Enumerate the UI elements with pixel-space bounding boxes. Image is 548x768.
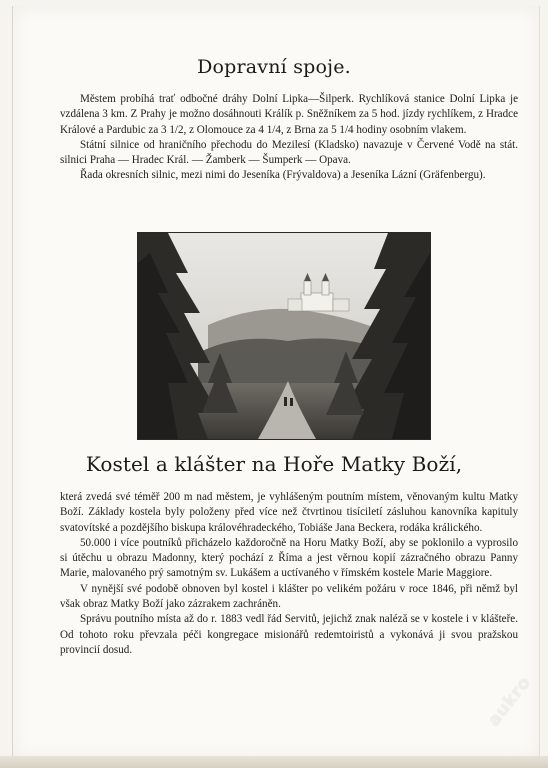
paragraph: 50.000 i více poutníků přicházelo každoročně na Horu Matky Boží, aby se poklonilo a vyprosilo si útěchu u obrazu Madonny, který pochází z Říma a jest věrnou kopií zázračného obrazu Panny Marie, malovaného prý samotným sv. Lukášem a uctívaného v římském kostele Marie Maggiore. <box>60 536 518 580</box>
paragraph: V nynější své podobě obnoven byl kostel i klášter po velikém požáru v roce 1846, při němž byl však obraz Matky Boží jako zázrakem zachráněn. <box>60 582 518 611</box>
church-text <box>60 490 518 658</box>
watermark: aukro <box>484 672 536 731</box>
paragraph: Správu poutního místa až do r. 1883 vedl řád Servitů, jejichž znak naléză se v kostele i v klášteře. Od tohoto roku převzala péči kongregace misionářů redemtoiristů a vykonává ji svou pražskou provincií dosud. <box>60 613 518 656</box>
landscape-photo <box>137 232 431 440</box>
paper-edge <box>0 756 548 768</box>
section-title-transport: Dopravní spoje. <box>197 56 351 78</box>
section-title-church: Kostel a klášter na Hoře Matky Boží, <box>85 452 463 476</box>
paragraph: Řada okresních silnic, mezi nimi do Jeseníka (Frývaldova) a Jeseníka Lázní (Gräfenbergu). <box>80 169 486 182</box>
transport-text <box>60 92 518 184</box>
paragraph: která zvedá své téměř 200 m nad městem, je vyhlášeným poutním místem, věnovaným kultu Matky Boží. Základy kostela byly položeny před více než čtvrtinou tisíciletí zásluhou kanovníka kapituly svatovítské a pozdějšího biskupa královéhradeckého, Tobiáše Jana Beckera, rodáka králického. <box>60 491 518 534</box>
paragraph: Státní silnice od hraničního přechodu do Mezilesí (Kladsko) navazuje v Červené Vodě na stát. silnici Praha — Hradec Král. — Žamberk — Šumperk — Opava. <box>60 138 518 167</box>
paragraph: Městem probíhá trať odbočné dráhy Dolní Lipka—Šilperk. Rychlíková stanice Dolní Lipka je vzdálena 3 km. Z Prahy je možno dosáhnouti Králík p. Sněžníkem za 5 hod. jízdy rychlíkem, z Hradce Králové a Pardubic za 3 1/2, z Olomouce za 4 1/4, z Brna za 5 1/4 hodiny osobním vlakem. <box>60 93 518 136</box>
photo-illustration <box>138 233 430 439</box>
